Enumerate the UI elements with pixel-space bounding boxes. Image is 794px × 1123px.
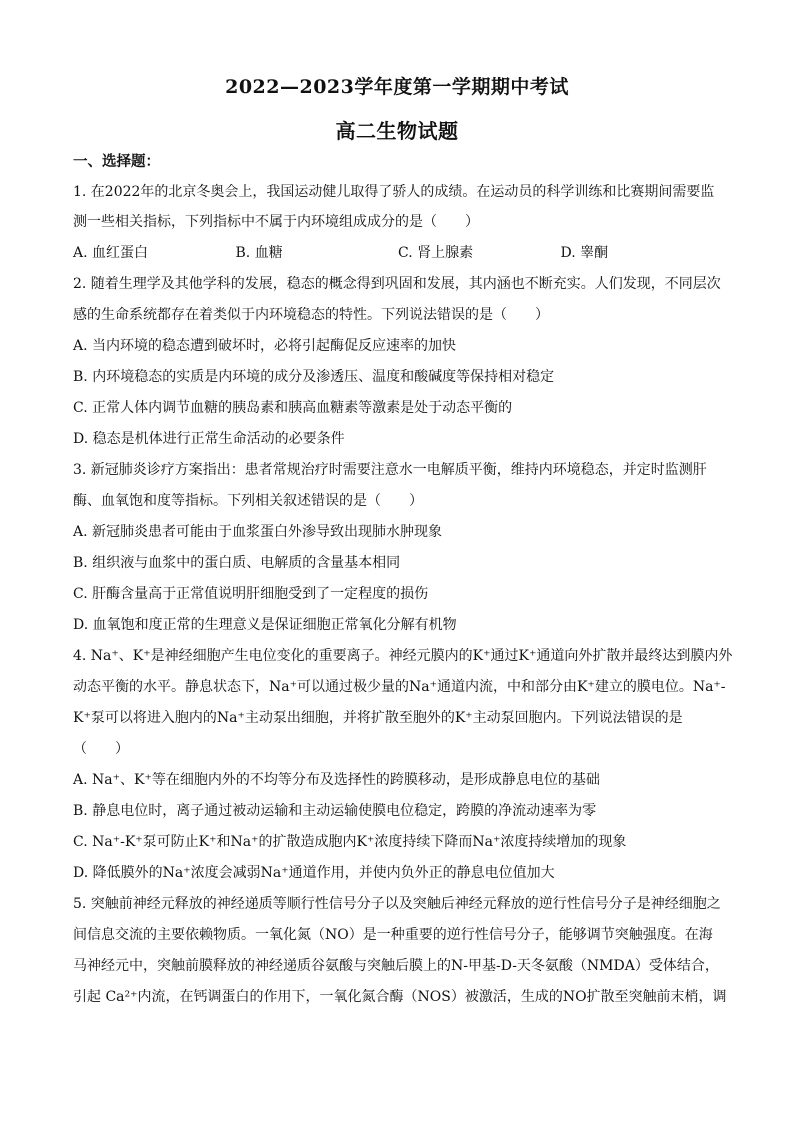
q1-option-a: A. 血红蛋白 [73, 245, 149, 261]
q3-option-a: A. 新冠肺炎患者可能由于血浆蛋白外渗导致出现肺水肿现象 [73, 524, 443, 540]
q2-option-a: A. 当内环境的稳态遭到破坏时，必将引起酶促反应速率的加快 [73, 338, 457, 354]
q3-stem-line-2: 酶、血氧饱和度等指标。下列相关叙述错误的是（ ） [73, 493, 423, 509]
q4-stem-line-1: 4. Na⁺、K⁺是神经细胞产生电位变化的重要离子。神经元膜内的K⁺通过K⁺通道向外扩散并最终达到膜内外 [73, 648, 733, 664]
q2-stem-line-2: 感的生命系统都存在着类似于内环境稳态的特性。下列说法错误的是（ ） [73, 307, 549, 323]
q2-option-c: C. 正常人体内调节血糖的胰岛素和胰高血糖素等激素是处于动态平衡的 [73, 400, 513, 416]
q5-stem-line-4: 引起 Ca²⁺内流，在钙调蛋白的作用下，一氧化氮合酶（NOS）被激活，生成的NO扩散至突触前末梢，调 [73, 989, 727, 1005]
q4-stem-line-2: 动态平衡的水平。静息状态下，Na⁺可以通过极少量的Na⁺通道内流，中和部分由K⁺建立的膜电位。Na⁺- [73, 679, 726, 695]
q4-option-c: C. Na⁺-K⁺泵可防止K⁺和Na⁺的扩散造成胞内K⁺浓度持续下降而Na⁺浓度持续增加的现象 [73, 834, 627, 850]
q3-option-b: B. 组织液与血浆中的蛋白质、电解质的含量基本相同 [73, 555, 401, 571]
q4-stem-line-3: K⁺泵可以将进入胞内的Na⁺主动泵出细胞，并将扩散至胞外的K⁺主动泵回胞内。下列说法错误的是 [73, 710, 683, 726]
q5-stem-line-2: 间信息交流的主要依赖物质。一氧化氮（NO）是一种重要的逆行性信号分子，能够调节突触强度。在海 [73, 927, 713, 943]
q1-option-c: C. 肾上腺素 [398, 245, 474, 261]
q3-stem-line-1: 3. 新冠肺炎诊疗方案指出：患者常规治疗时需要注意水一电解质平衡，维持内环境稳态，并定时监测肝 [73, 462, 707, 478]
q1-option-b: B. 血糖 [235, 245, 283, 261]
q1-stem-line-2: 测一些相关指标，下列指标中不属于内环境组成成分的是（ ） [73, 214, 479, 230]
section-heading: 一、选择题： [73, 153, 160, 170]
q4-option-b: B. 静息电位时，离子通过被动运输和主动运输使膜电位稳定，跨膜的净流动速率为零 [73, 803, 597, 819]
q2-stem-line-1: 2. 随着生理学及其他学科的发展，稳态的概念得到巩固和发展，其内涵也不断充实。人们发现，不同层次 [73, 276, 721, 292]
q2-option-b: B. 内环境稳态的实质是内环境的成分及渗透压、温度和酸碱度等保持相对稳定 [73, 369, 555, 385]
q5-stem-line-3: 马神经元中，突触前膜释放的神经递质谷氨酸与突触后膜上的N-甲基-D-天冬氨酸（NMDA）受体结合， [73, 958, 719, 974]
q5-stem-line-1: 5. 突触前神经元释放的神经递质等顺行性信号分子以及突触后神经元释放的逆行性信号分子是神经细胞之 [73, 896, 721, 912]
exam-title: 2022—2023学年度第一学期期中考试 [225, 76, 569, 98]
q1-option-d: D. 睾酮 [560, 245, 609, 261]
exam-subtitle: 高二生物试题 [335, 119, 459, 143]
q1-stem-line-1: 1. 在2022年的北京冬奥会上，我国运动健儿取得了骄人的成绩。在运动员的科学训练和比赛期间需要监 [73, 184, 715, 200]
q4-stem-line-4: （ ） [73, 741, 129, 757]
q4-option-a: A. Na⁺、K⁺等在细胞内外的不均等分布及选择性的跨膜移动，是形成静息电位的基础 [73, 772, 600, 788]
q3-option-d: D. 血氧饱和度正常的生理意义是保证细胞正常氧化分解有机物 [73, 617, 457, 633]
q3-option-c: C. 肝酶含量高于正常值说明肝细胞受到了一定程度的损伤 [73, 586, 429, 602]
q1-options [73, 243, 723, 263]
q4-option-d: D. 降低膜外的Na⁺浓度会减弱Na⁺通道作用，并使内负外正的静息电位值加大 [73, 865, 555, 881]
q2-option-d: D. 稳态是机体进行正常生命活动的必要条件 [73, 431, 345, 447]
